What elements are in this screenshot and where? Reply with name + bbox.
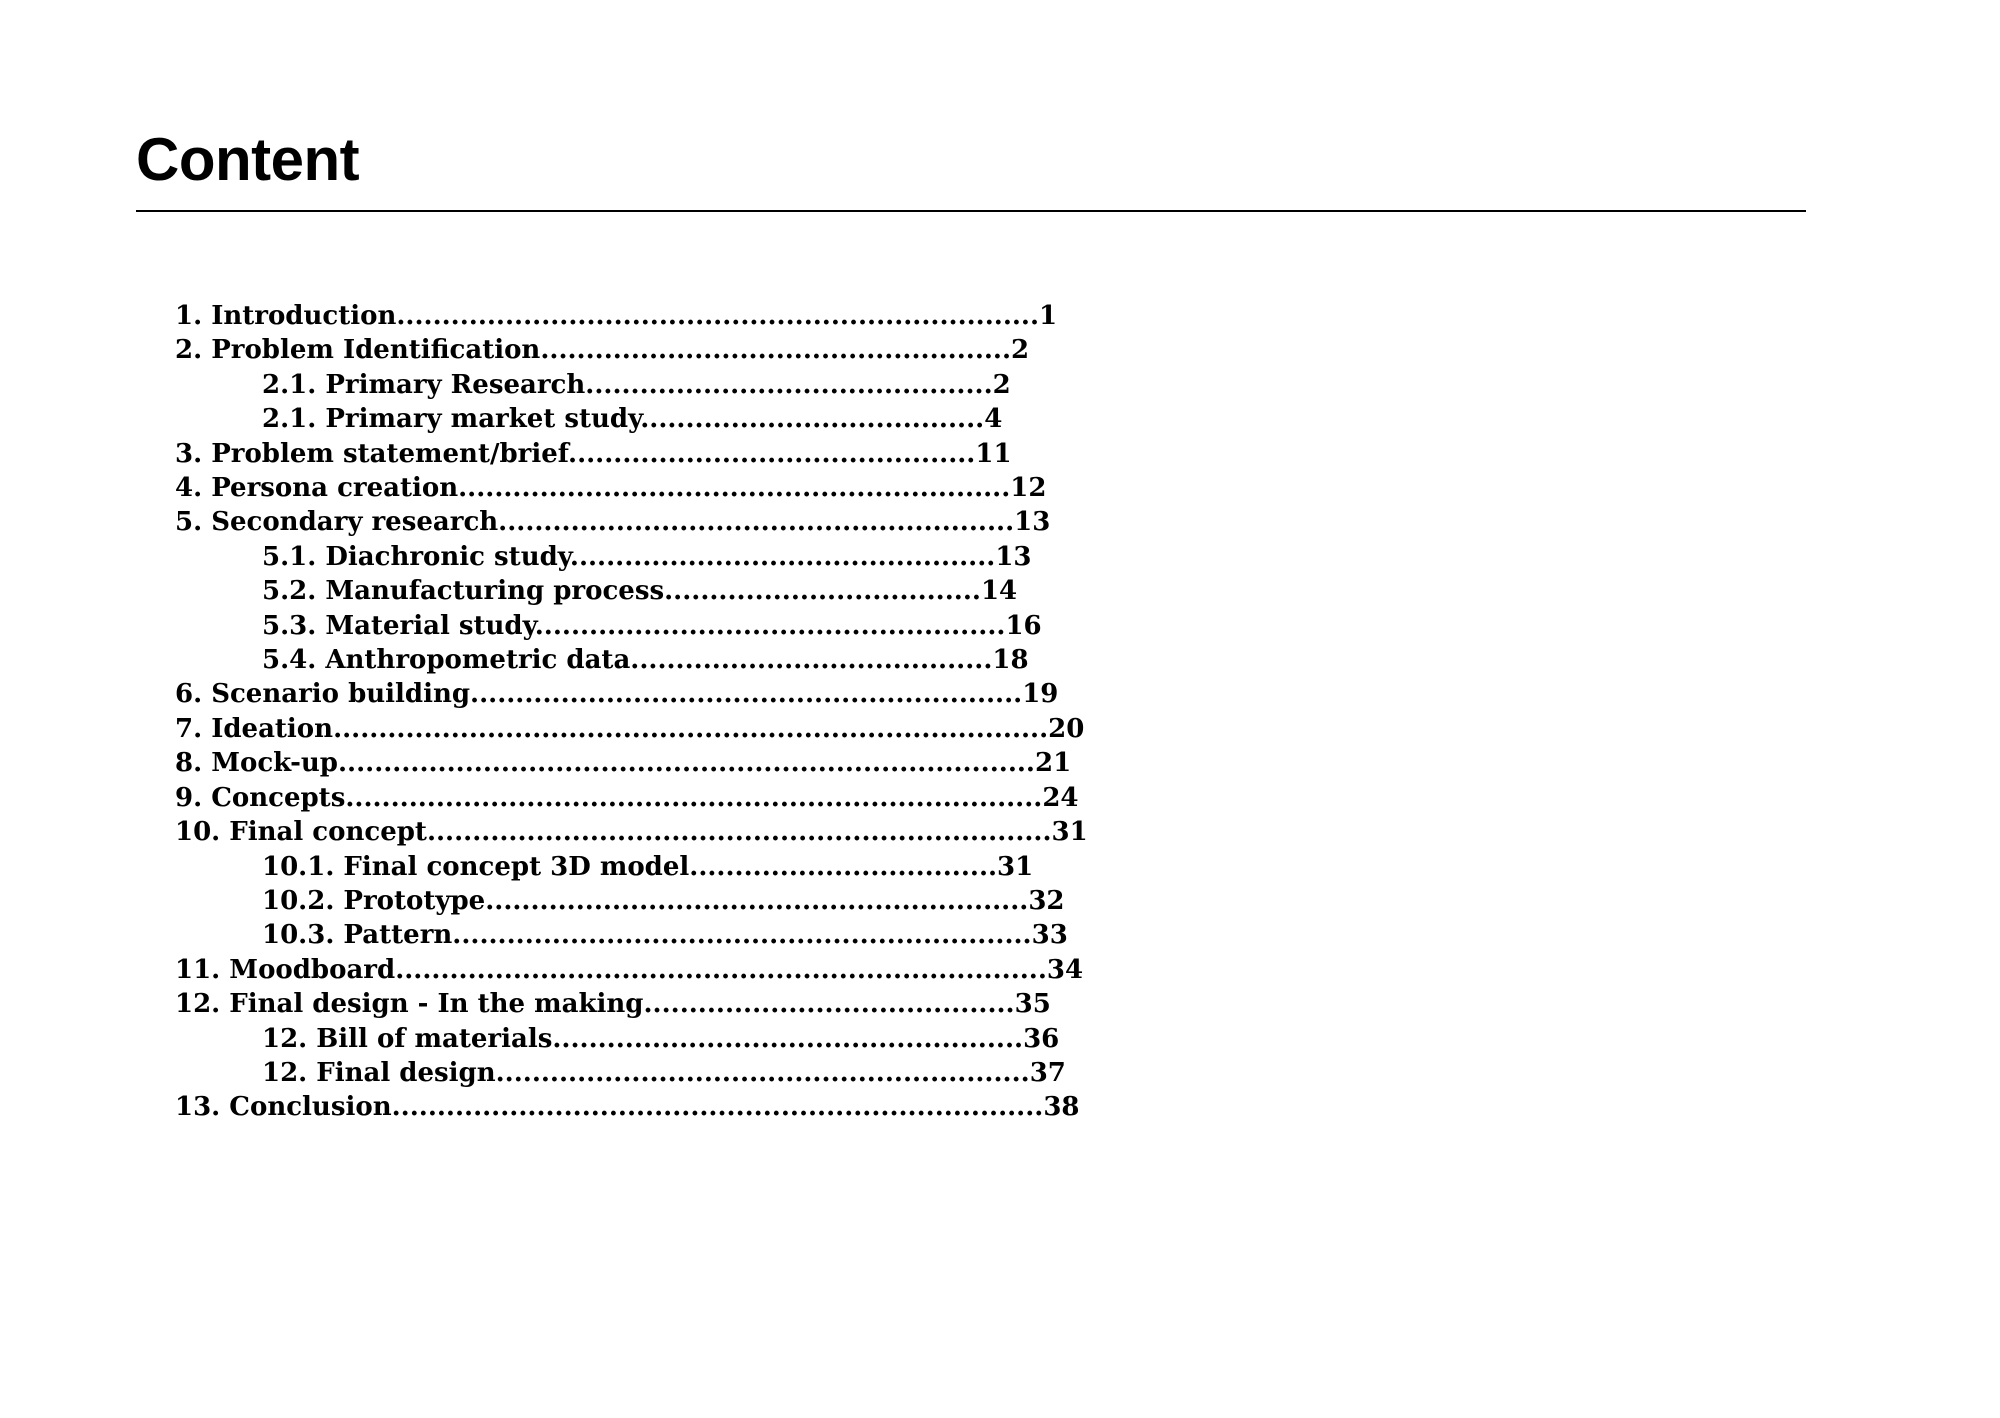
toc-entry-leader: ............................................................. <box>458 473 1011 504</box>
toc-entry-page: 12 <box>1010 473 1047 504</box>
toc-subentry <box>175 850 1034 884</box>
toc-entry-leader: ............................................. <box>568 438 976 469</box>
toc-entry <box>175 953 1084 987</box>
toc-entry-label: 5.3. Material study <box>262 610 535 641</box>
toc-subentry <box>175 1056 1066 1090</box>
toc-entry-page: 31 <box>1051 817 1088 848</box>
toc-entry-label: 4. Persona creation <box>175 473 459 504</box>
toc-entry-label: 12. Final design - In the making <box>175 989 644 1020</box>
toc-entry-page: 24 <box>1042 782 1079 813</box>
toc-subentry <box>175 1022 1060 1056</box>
toc-entry-leader: .................................. <box>689 851 998 882</box>
toc-entry-label: 2.1. Primary Research <box>262 369 586 400</box>
toc-entry-label: 9. Concepts <box>175 782 346 813</box>
toc-entry <box>175 1090 1080 1124</box>
toc-entry-label: 7. Ideation <box>175 713 334 744</box>
toc-subentry <box>175 918 1068 952</box>
toc-subentry <box>175 574 1018 608</box>
toc-entry-leader: ............................................................. <box>470 679 1023 710</box>
toc-entry-page: 32 <box>1028 885 1065 916</box>
toc-entry <box>175 746 1072 780</box>
toc-entry-leader: .................................................... <box>540 335 1012 366</box>
toc-entry-label: 12. Final design <box>262 1057 496 1088</box>
toc-entry-page: 31 <box>997 851 1034 882</box>
toc-entry-page: 19 <box>1022 679 1059 710</box>
toc-entry-leader: .................................................... <box>534 610 1006 641</box>
toc-entry-page: 36 <box>1023 1023 1060 1054</box>
toc-entry-page: 1 <box>1039 301 1058 331</box>
title-divider <box>136 210 1806 212</box>
toc-entry-leader: ..................................................................... <box>426 817 1052 848</box>
toc-entry-leader: ....................................................................... <box>396 301 1040 331</box>
toc-entry-label: 3. Problem statement/brief <box>175 438 569 469</box>
toc-entry-leader: ......................................... <box>643 989 1015 1020</box>
toc-entry-page: 21 <box>1034 748 1072 779</box>
toc-entry-label: 11. Moodboard <box>175 954 396 985</box>
toc-entry <box>175 815 1088 849</box>
toc-entry <box>175 712 1085 746</box>
toc-entry-page: 37 <box>1029 1057 1066 1088</box>
toc-entry-label: 5.4. Anthropometric data <box>262 645 631 676</box>
toc-entry-page: 35 <box>1014 989 1051 1020</box>
toc-entry <box>175 437 1012 471</box>
toc-entry-leader: ............................................................................. <box>337 748 1035 779</box>
toc-entry-leader: ............................................................................... <box>333 713 1049 744</box>
toc-entry-label: 13. Conclusion <box>175 1092 392 1123</box>
toc-entry-label: 1. Introduction <box>175 301 397 331</box>
toc-subentry <box>175 540 1032 574</box>
toc-entry-label: 5. Secondary research <box>175 507 499 538</box>
toc-entry <box>175 471 1047 505</box>
toc-entry-leader: ......................................................... <box>498 507 1015 538</box>
toc-entry-label: 10.3. Pattern <box>262 920 453 951</box>
toc-entry-page: 2 <box>1011 335 1030 366</box>
toc-entry-page: 13 <box>995 541 1032 572</box>
toc-subentry <box>175 368 1011 402</box>
toc-entry-page: 33 <box>1031 920 1068 951</box>
page-title: Content <box>136 126 360 193</box>
toc-entry-label: 10. Final concept <box>175 817 427 848</box>
toc-entry-label: 8. Mock-up <box>175 748 338 779</box>
toc-entry-label: 12. Bill of materials <box>262 1023 553 1054</box>
toc-entry <box>175 987 1051 1021</box>
toc-entry <box>175 299 1058 333</box>
toc-entry-leader: .................................................... <box>552 1023 1024 1054</box>
toc-subentry <box>175 643 1029 677</box>
toc-entry <box>175 781 1079 815</box>
toc-entry <box>175 677 1059 711</box>
toc-entry-label: 6. Scenario building <box>175 679 471 710</box>
toc-entry-label: 5.2. Manufacturing process <box>262 576 665 607</box>
toc-entry-leader: ...................................... <box>640 404 985 435</box>
toc-entry-leader: ................................... <box>664 576 981 607</box>
toc-entry <box>175 333 1030 367</box>
toc-entry-label: 5.1. Diachronic study <box>262 541 570 572</box>
toc-entry-leader: ............................................. <box>585 369 993 400</box>
toc-subentry <box>175 609 1042 643</box>
toc-entry-page: 4 <box>984 404 1003 435</box>
toc-entry-page: 2 <box>992 369 1011 400</box>
table-of-contents <box>175 299 1088 1125</box>
toc-entry-leader: ........................................ <box>630 645 993 676</box>
toc-entry-label: 10.1. Final concept 3D model <box>262 851 690 882</box>
toc-entry-page: 20 <box>1048 713 1085 744</box>
toc-entry-page: 16 <box>1005 610 1042 641</box>
toc-subentry <box>175 402 1003 436</box>
toc-entry-leader: ............................................................ <box>485 885 1029 916</box>
toc-entry-page: 11 <box>975 438 1012 469</box>
toc-entry-leader: ................................................................ <box>452 920 1032 951</box>
toc-entry-leader: ........................................................................ <box>395 954 1047 985</box>
toc-entry-label: 10.2. Prototype <box>262 885 486 916</box>
toc-entry-page: 14 <box>980 576 1018 607</box>
toc-entry <box>175 505 1051 539</box>
toc-entry-page: 38 <box>1043 1092 1080 1123</box>
toc-entry-leader: ............................................................................. <box>345 782 1043 813</box>
toc-entry-page: 34 <box>1046 954 1084 985</box>
toc-entry-page: 13 <box>1014 507 1051 538</box>
toc-entry-label: 2. Problem Identification <box>175 335 541 366</box>
toc-entry-page: 18 <box>992 645 1029 676</box>
toc-entry-label: 2.1. Primary market study <box>262 404 641 435</box>
toc-entry-leader: ............................................... <box>569 541 996 572</box>
toc-subentry <box>175 884 1065 918</box>
toc-entry-leader: ........................................................................ <box>391 1092 1044 1123</box>
toc-entry-leader: ........................................................... <box>495 1057 1030 1088</box>
